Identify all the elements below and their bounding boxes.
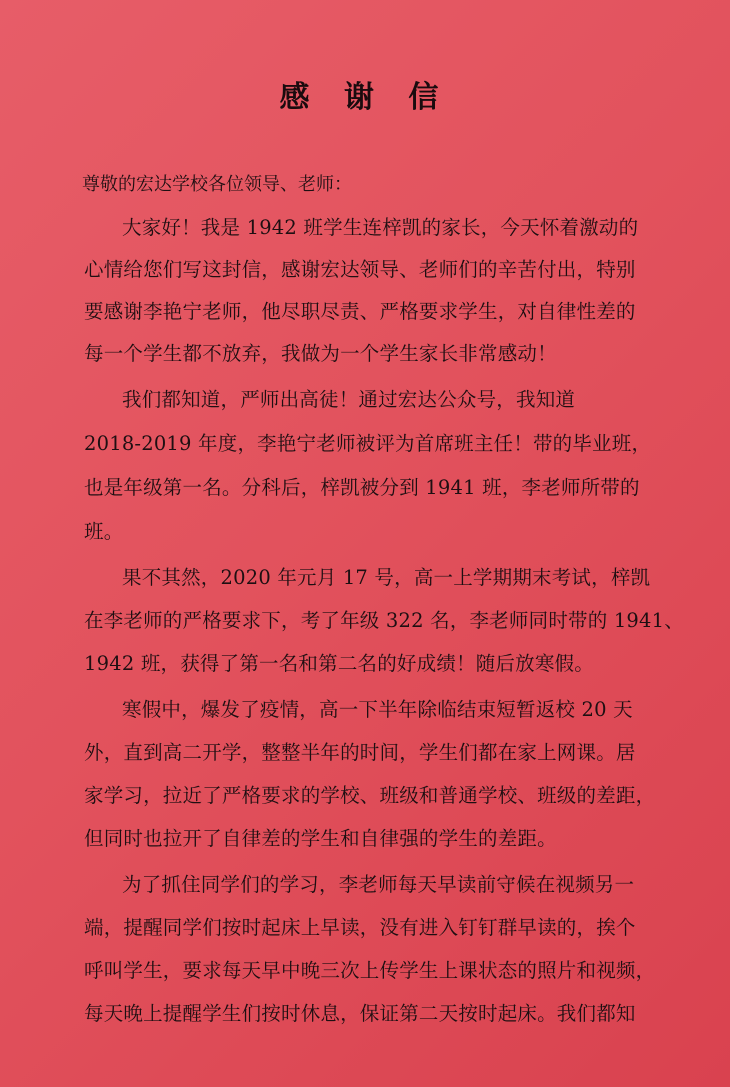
letter-title: 感 谢 信: [279, 80, 451, 115]
letter-line: 每天晚上提醒学生们按时休息，保证第二天按时起床。我们都知: [84, 1002, 636, 1025]
letter-line: 大家好！我是 1942 班学生连梓凯的家长，今天怀着激动的: [122, 216, 639, 239]
letter-line: 在李老师的严格要求下，考了年级 322 名，李老师同时带的 1941、: [84, 609, 684, 632]
letter-line: 端，提醒同学们按时起床上早读，没有进入钉钉群早读的，挨个: [84, 916, 636, 939]
letter-line: 我们都知道，严师出高徒！通过宏达公众号，我知道: [122, 388, 576, 411]
letter-line: 2018-2019 年度，李艳宁老师被评为首席班主任！带的毕业班，: [84, 432, 652, 455]
letter-line: 班。: [84, 520, 124, 543]
letter-line: 心情给您们写这封信，感谢宏达领导、老师们的辛苦付出，特别: [84, 258, 636, 281]
letter-line: 寒假中，爆发了疫情，高一下半年除临结束短暂返校 20 天: [122, 698, 633, 721]
letter-line: 家学习，拉近了严格要求的学校、班级和普通学校、班级的差距，: [84, 784, 656, 807]
letter-line: 但同时也拉开了自律差的学生和自律强的学生的差距。: [84, 827, 557, 850]
letter-line: 果不其然，2020 年元月 17 号，高一上学期期末考试，梓凯: [122, 566, 651, 589]
letter-line: 外，直到高二开学，整整半年的时间，学生们都在家上网课。居: [84, 741, 636, 764]
letter-line: 呼叫学生，要求每天早中晚三次上传学生上课状态的照片和视频，: [84, 959, 656, 982]
letter-line: 要感谢李艳宁老师，他尽职尽责、严格要求学生，对自律性差的: [84, 300, 636, 323]
letter-line: 为了抓住同学们的学习，李老师每天早读前守候在视频另一: [122, 873, 635, 896]
letter-line: 1942 班，获得了第一名和第二名的好成绩！随后放寒假。: [84, 652, 594, 675]
letter-salutation: 尊敬的宏达学校各位领导、老师：: [82, 174, 352, 195]
letter-line: 每一个学生都不放弃，我做为一个学生家长非常感动！: [84, 342, 557, 365]
letter-line: 也是年级第一名。分科后，梓凯被分到 1941 班，李老师所带的: [84, 476, 640, 499]
